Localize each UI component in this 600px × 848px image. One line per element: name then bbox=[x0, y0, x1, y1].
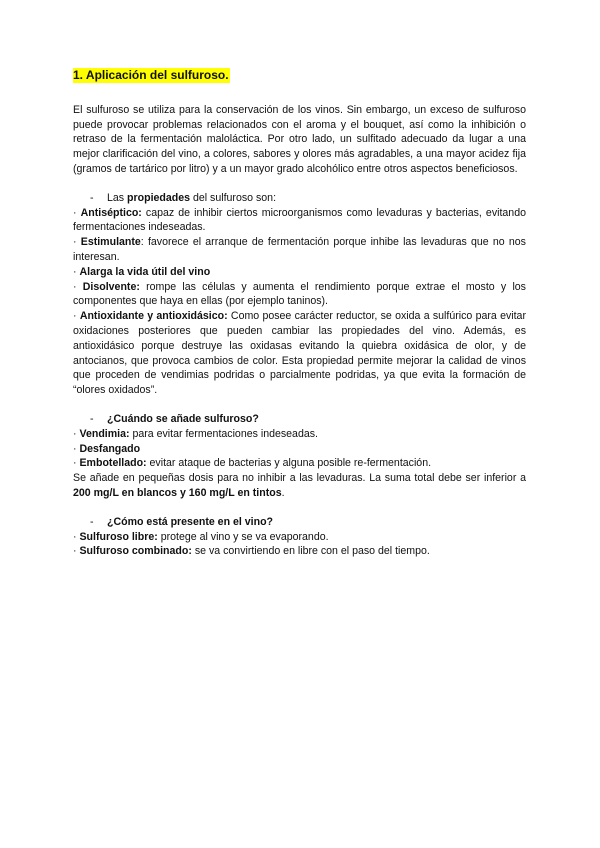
propiedades-lead-post: del sulfuroso son: bbox=[190, 191, 277, 204]
list-item-combinado bbox=[73, 544, 526, 559]
como-question bbox=[73, 515, 526, 530]
propiedades-lead bbox=[73, 191, 526, 206]
propiedades-lead-bold: propiedades bbox=[127, 191, 191, 204]
document-body bbox=[73, 68, 526, 559]
item-text: evitar ataque de bacterias y alguna posible re-fermentación. bbox=[146, 457, 432, 470]
intro-paragraph: El sulfuroso se utiliza para la conservación de los vinos. Sin embargo, un exceso de sulfuroso puede provocar problemas relacionados con el aroma y el bouquet, así como la inhibición o retraso de la fermentación maloláctica. Por otro lado, un sulfitado adecuado da lugar a una mejor clarificación del vino, a colores, sabores y olores más agradables, a una mayor acidez fija (gramos de tartárico por litro) y a un mayor grado alcohólico entre otros aspectos beneficiosos. bbox=[73, 103, 526, 175]
bullet: · bbox=[73, 442, 80, 455]
dosis-note bbox=[73, 471, 526, 501]
list-item-desfangado bbox=[73, 442, 526, 457]
item-text: : favorece el arranque de fermentación porque inhibe las levaduras que no nos interesan. bbox=[73, 236, 526, 263]
bullet: · bbox=[73, 206, 81, 219]
item-term: Desfangado bbox=[79, 442, 141, 455]
item-text: protege al vino y se va evaporando. bbox=[157, 530, 329, 543]
list-item-alarga bbox=[73, 265, 526, 280]
cuando-question-text: ¿Cuándo se añade sulfuroso? bbox=[107, 412, 259, 425]
item-term: Vendimia: bbox=[79, 427, 130, 440]
item-text: para evitar fermentaciones indeseadas. bbox=[129, 427, 318, 440]
list-dash: - bbox=[90, 412, 94, 425]
note-pre: Se añade en pequeñas dosis para no inhibir a las levaduras. La suma total debe ser inferior a bbox=[73, 472, 526, 485]
bullet: · bbox=[73, 530, 80, 543]
item-text: se va convirtiendo en libre con el paso del tiempo. bbox=[191, 545, 430, 558]
bullet: · bbox=[73, 545, 80, 558]
item-term: Sulfuroso combinado: bbox=[79, 545, 192, 558]
item-term: Antiséptico: bbox=[80, 206, 142, 219]
item-term: Disolvente: bbox=[82, 280, 140, 293]
list-item-libre bbox=[73, 530, 526, 545]
cuando-question bbox=[73, 412, 526, 427]
list-item-disolvente bbox=[73, 280, 526, 310]
como-question-text: ¿Cómo está presente en el vino? bbox=[107, 515, 274, 528]
list-item-embotellado bbox=[73, 456, 526, 471]
bullet: · bbox=[73, 265, 80, 278]
list-item-antiseptico bbox=[73, 206, 526, 236]
item-term: Embotellado: bbox=[79, 457, 147, 470]
bullet: · bbox=[73, 310, 80, 323]
note-post: . bbox=[281, 486, 285, 499]
list-dash: - bbox=[90, 191, 94, 204]
bullet: · bbox=[73, 280, 83, 293]
item-text: capaz de inhibir ciertos microorganismos como levaduras y bacterias, evitando fermentaciones indeseadas. bbox=[73, 206, 526, 234]
bullet: · bbox=[73, 457, 80, 470]
item-text: Como posee carácter reductor, se oxida a sulfúrico para evitar oxidaciones posteriores que pueden cambiar las propiedades del vino. Además, es antioxidásico porque destruye las oxidasas evitando la quiebra oxidásica de olor, y de antocianos, que provoca cambios de color. Esta propiedad permite mejorar la calidad de vinos que proceden de vendimias podridas o parcialmente podridas, ya que evita la formación de “olores oxidados”. bbox=[73, 310, 526, 397]
list-item-estimulante bbox=[73, 235, 526, 265]
propiedades-lead-pre: Las bbox=[107, 191, 128, 204]
list-item-vendimia bbox=[73, 427, 526, 442]
bullet: · bbox=[73, 427, 80, 440]
item-term: Estimulante bbox=[80, 236, 141, 249]
list-dash: - bbox=[90, 515, 94, 528]
item-text: rompe las células y aumenta el rendimiento porque extrae el mosto y los componentes que haya en ellas (por ejemplo taninos). bbox=[73, 280, 526, 308]
note-bold: 200 mg/L en blancos y 160 mg/L en tintos bbox=[73, 486, 282, 499]
bullet: · bbox=[73, 236, 81, 249]
list-item-antioxidante bbox=[73, 309, 526, 398]
item-term: Sulfuroso libre: bbox=[79, 530, 158, 543]
item-term: Alarga la vida útil del vino bbox=[79, 265, 211, 278]
item-term: Antioxidante y antioxidásico: bbox=[79, 310, 228, 323]
section-heading: 1. Aplicación del sulfuroso. bbox=[73, 68, 229, 82]
